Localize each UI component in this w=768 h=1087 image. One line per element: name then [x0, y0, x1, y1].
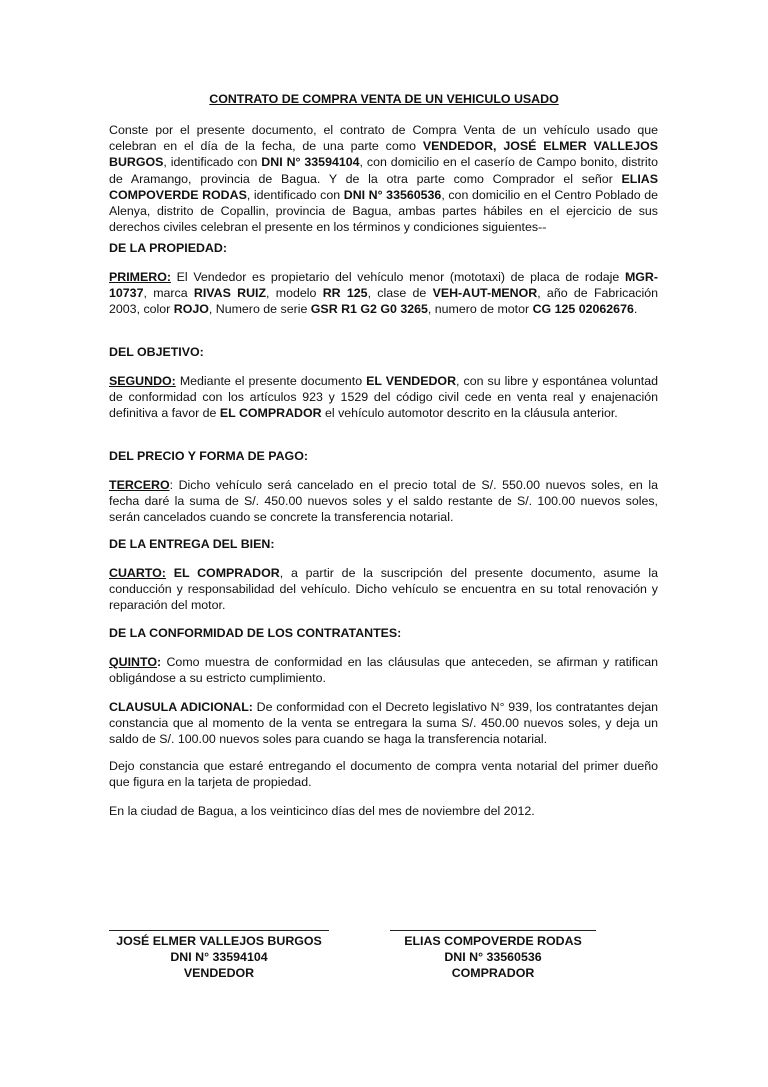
clause-quinto [109, 654, 658, 686]
buyer-ref: EL COMPRADOR [219, 406, 322, 421]
clause-text: , a partir de la suscripción del presente documento, asume la conducción y responsabilidad del vehículo. Dicho vehículo se encuentra en su total renovación y reparación del motor. [109, 566, 658, 613]
clause-text: Mediante el presente documento [175, 374, 367, 388]
heading-propiedad: DE LA PROPIEDAD: [109, 241, 227, 255]
signature-block-buyer [390, 930, 596, 981]
seller-name: VENDEDOR, JOSÉ ELMER VALLEJOS BURGOS [109, 139, 658, 170]
seller-dni: DNI N° 33594104 [261, 155, 360, 170]
clause-text: , clase de [367, 286, 433, 301]
intro-text: , identificado con [163, 155, 262, 170]
clause-text: , año de Fabricación 2003, color [109, 286, 658, 317]
clause-text: : Dicho vehículo será cancelado en el precio total de S/. 550.00 nuevos soles, en la fecha daré la suma de S/. 450.00 nuevos soles y el saldo restante de S/. 100.00 nuevos soles, serán cancelados cuando se concrete la transferencia notarial. [109, 478, 658, 525]
clause-text: el vehículo automotor descrito en la cláusula anterior. [321, 406, 618, 421]
seller-signature-role: VENDEDOR [183, 966, 255, 980]
closing-paragraph: En la ciudad de Bagua, a los veinticinco días del mes de noviembre del 2012. [109, 804, 535, 818]
clause-text: El Vendedor es propietario del vehículo menor (mototaxi) de placa de rodaje [170, 270, 625, 284]
clause-text: , numero de motor [427, 302, 533, 317]
document-title: CONTRATO DE COMPRA VENTA DE UN VEHICULO USADO [209, 92, 559, 106]
clause-label: QUINTO [109, 655, 157, 669]
clause-text: De conformidad con el Decreto legislativo N° 939, los contratantes dejan constancia que al momento de la venta se entregara la suma S/. 450.00 nuevos soles, y deja un saldo de S/. 100.00 nuevos soles para cuando se haga la transferencia notarial. [109, 700, 658, 747]
clause-text: , con su libre y espontánea voluntad de conformidad con los artículos 923 y 1529 del código civil cede en venta real y enajenación definitiva a favor de [109, 374, 658, 421]
clause-label: PRIMERO: [109, 270, 171, 284]
seller-signature-dni: DNI N° 33594104 [170, 950, 268, 964]
clause-primero [109, 269, 658, 318]
vehicle-class: VEH-AUT-MENOR [432, 286, 538, 301]
buyer-ref: EL COMPRADOR [165, 566, 280, 580]
heading-precio: DEL PRECIO Y FORMA DE PAGO: [109, 449, 308, 463]
buyer-name: ELIAS COMPOVERDE RODAS [109, 171, 658, 202]
intro-text: , con domicilio en el caserío de Campo bonito, distrito de Aramango, provincia de Bagua. Y de la otra parte como Comprador el señor [109, 155, 658, 186]
constancia-paragraph: Dejo constancia que estaré entregando el documento de compra venta notarial del primer dueño que figura en la tarjeta de propiedad. [109, 759, 658, 790]
plate-number: MGR-10737 [109, 270, 658, 301]
intro-paragraph [109, 122, 658, 235]
signature-line [390, 930, 596, 931]
clause-text: , marca [143, 286, 194, 301]
signature-block-seller [109, 930, 329, 981]
buyer-dni: DNI N° 33560536 [343, 187, 442, 202]
clause-text: , Numero de serie [208, 302, 311, 317]
engine-number: CG 125 02062676 [532, 302, 634, 317]
clause-adicional [109, 699, 658, 748]
heading-conformidad: DE LA CONFORMIDAD DE LOS CONTRATANTES: [109, 626, 402, 640]
vehicle-model: RR 125 [322, 286, 368, 301]
clause-text: Como muestra de conformidad en las cláusulas que anteceden, se afirman y ratifican obligándose a su estricto cumplimiento. [109, 655, 658, 686]
vehicle-brand: RIVAS RUIZ [193, 286, 267, 301]
clause-text: , modelo [266, 286, 323, 301]
clause-colon: : [156, 655, 162, 669]
heading-entrega: DE LA ENTREGA DEL BIEN: [109, 537, 275, 551]
clause-segundo [109, 373, 658, 422]
clause-label: CUARTO: [109, 566, 166, 580]
intro-text: , con domicilio en el Centro Poblado de Alenya, distrito de Copallin, provincia de Bagua, ambas partes hábiles en el ejercicio de sus derechos civiles celebran el presente en los términos y condiciones siguientes-- [109, 187, 658, 235]
intro-text: Conste por el presente documento, el contrato de Compra Venta de un vehículo usado que celebran en el día de la fecha, de una parte como [109, 123, 658, 154]
intro-text: , identificado con [246, 187, 344, 202]
clause-tercero [109, 477, 658, 526]
signature-line [109, 930, 329, 931]
clause-cuarto [109, 565, 658, 614]
serial-number: GSR R1 G2 G0 3265 [310, 302, 428, 317]
buyer-signature-role: COMPRADOR [451, 966, 535, 980]
clause-label: SEGUNDO: [109, 374, 176, 388]
clause-label: CLAUSULA ADICIONAL: [109, 700, 253, 714]
clause-label: TERCERO [109, 478, 170, 492]
heading-objetivo: DEL OBJETIVO: [109, 345, 204, 359]
vehicle-color: ROJO [173, 302, 209, 317]
seller-signature-name: JOSÉ ELMER VALLEJOS BURGOS [116, 934, 322, 948]
clause-text: . [633, 302, 638, 317]
seller-ref: EL VENDEDOR [366, 374, 457, 388]
buyer-signature-dni: DNI N° 33560536 [444, 950, 542, 964]
buyer-signature-name: ELIAS COMPOVERDE RODAS [404, 934, 582, 948]
